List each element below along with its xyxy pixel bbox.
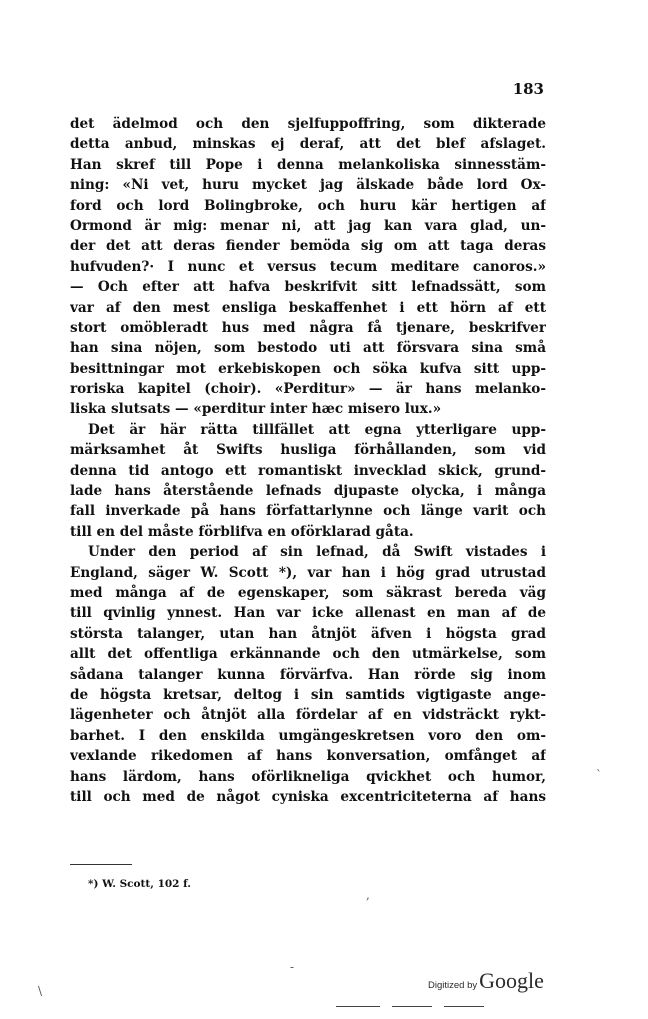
text-line: de högsta kretsar, deltog i sin samtids vigtigaste ange-: [70, 686, 546, 703]
text-line: besittningar mot erkebiskopen och söka kufva sitt upp-: [70, 360, 546, 377]
page-number: 183: [512, 80, 544, 98]
text-line: roriska kapitel (choir). «Perditur» — är hans melanko-: [70, 381, 546, 398]
body-text: [70, 114, 546, 807]
text-line: — Och efter att hafva beskrifvit sitt lefnadssätt, som: [70, 279, 546, 296]
text-line: allt det offentliga erkännande och den utmärkelse, som: [70, 646, 546, 663]
text-line: hans lärdom, hans oförlikneliga qvickhet och humor,: [70, 768, 546, 785]
text-line: till en del måste förblifva en oförklarad gåta.: [70, 523, 414, 540]
text-line: denna tid antogo ett romantiskt invecklad skick, grund-: [70, 462, 546, 479]
text-line: vexlande rikedomen af hans konversation, omfånget af: [70, 748, 546, 765]
text-line: till qvinlig ynnest. Han var icke allenast en man af de: [70, 605, 546, 622]
text-line: med många af de egenskaper, som säkrast bereda väg: [70, 584, 546, 601]
text-line: var af den mest ensliga beskaffenhet i ett hörn af ett: [70, 299, 546, 316]
text-line: Det är här rätta tillfället att egna ytterligare upp-: [88, 421, 546, 438]
text-line: Ormond är mig: menar ni, att jag kan vara glad, un-: [70, 217, 546, 234]
scan-speck: -: [290, 960, 295, 974]
text-line: sådana talanger kunna förvärfva. Han rörde sig inom: [70, 666, 546, 683]
watermark-prefix: Digitized by: [428, 980, 478, 991]
footnote: *) W. Scott, 102 f.: [88, 878, 191, 890]
text-line: ford och lord Bolingbroke, och huru kär hertigen af: [70, 197, 546, 214]
text-line: barhet. I den enskilda umgängeskretsen voro den om-: [70, 727, 546, 744]
text-line: till och med de något cyniska excentriciteterna af hans: [70, 788, 546, 805]
text-line: stort omöbleradt hus med några få tjenare, beskrifver: [70, 319, 546, 336]
google-logo: Google: [479, 968, 544, 993]
text-line: fall inverkade på hans författarlynne och länge varit och: [70, 503, 546, 520]
scan-speck: `: [596, 768, 602, 782]
scan-speck: ,: [366, 888, 370, 902]
text-line: största talanger, utan han åtnjöt äfven i högsta grad: [70, 625, 546, 642]
text-line: han sina nöjen, som bestodo uti att försvara sina små: [70, 340, 546, 357]
text-line: liska slutsats — «perditur inter hæc misero lux.»: [70, 401, 442, 418]
text-line: Han skref till Pope i denna melankoliska sinnesstäm-: [70, 156, 546, 173]
text-line: det ädelmod och den sjelfuppoffring, som dikterade: [70, 116, 546, 132]
footnote-divider: [70, 864, 132, 865]
text-line: ning: «Ni vet, huru mycket jag älskade både lord Ox-: [70, 177, 546, 194]
text-line: märksamhet åt Swifts husliga förhållanden, som vid: [70, 442, 546, 459]
text-line: lade hans återstående lefnads djupaste olycka, i många: [70, 483, 546, 500]
scan-speck: \: [38, 984, 43, 998]
text-line: England, säger W. Scott *), var han i hög grad utrustad: [70, 564, 546, 581]
digitized-by-google-watermark: [428, 968, 544, 994]
text-line: Under den period af sin lefnad, då Swift vistades i: [88, 544, 546, 561]
text-line: lägenheter och åtnjöt alla fördelar af en vidsträckt rykt-: [70, 707, 546, 724]
text-line: hufvuden?· I nunc et versus tecum meditare canoros.»: [70, 258, 546, 275]
text-line: der det att deras fiender bemöda sig om att taga deras: [70, 238, 546, 255]
text-line: detta anbud, minskas ej deraf, att det blef afslaget.: [70, 136, 546, 153]
scan-edge-lines: [336, 1006, 536, 1008]
